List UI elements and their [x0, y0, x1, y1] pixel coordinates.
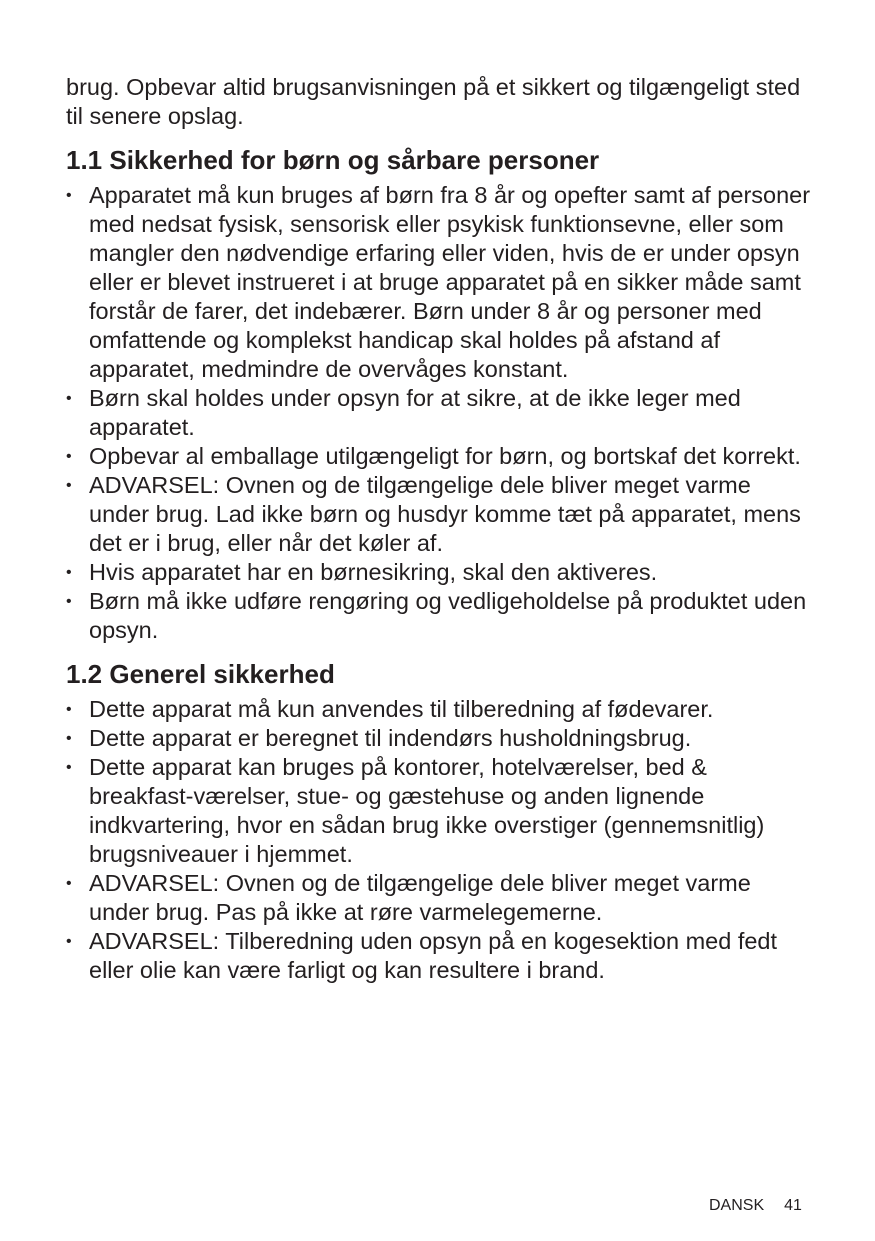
- general-safety-list: [66, 695, 814, 985]
- bullet-icon: •: [66, 448, 72, 465]
- list-item-text: ADVARSEL: Ovnen og de tilgængelige dele bliver meget varme under brug. Lad ikke børn og husdyr komme tæt på apparatet, mens det er i brug, eller når det køler af.: [89, 472, 801, 556]
- page-footer: [709, 1196, 802, 1216]
- list-item-text: Dette apparat må kun anvendes til tilberedning af fødevarer.: [89, 696, 714, 722]
- bullet-icon: •: [66, 187, 72, 204]
- list-item-text: Hvis apparatet har en børnesikring, skal den aktiveres.: [89, 559, 658, 585]
- list-item-text: Opbevar al emballage utilgængeligt for børn, og bortskaf det korrekt.: [89, 443, 801, 469]
- bullet-icon: •: [66, 933, 72, 950]
- list-item-text: Dette apparat er beregnet til indendørs husholdningsbrug.: [89, 725, 692, 751]
- footer-language: DANSK: [709, 1197, 765, 1214]
- list-item: [66, 587, 814, 645]
- list-item: [66, 384, 814, 442]
- list-item-text: Apparatet må kun bruges af børn fra 8 år og opefter samt af personer med nedsat fysisk, sensorisk eller psykisk funktionsevne, eller som mangler den nødvendige erfaring eller viden, hvis de er under opsyn eller er blevet instrueret i at bruge apparatet på en sikker måde samt forstår de farer, det indebærer. Børn under 8 år og personer med omfattende og komplekst handicap skal holdes på afstand af apparatet, medmindre de overvåges konstant.: [89, 182, 811, 382]
- list-item: [66, 558, 814, 587]
- bullet-icon: •: [66, 701, 72, 718]
- list-item: [66, 927, 814, 985]
- bullet-icon: •: [66, 477, 72, 494]
- list-item: [66, 442, 814, 471]
- list-item-text: Børn må ikke udføre rengøring og vedligeholdelse på produktet uden opsyn.: [89, 588, 807, 643]
- list-item: [66, 695, 814, 724]
- child-safety-list: [66, 181, 814, 645]
- list-item: [66, 753, 814, 869]
- page-number: 41: [784, 1197, 802, 1214]
- bullet-icon: •: [66, 759, 72, 776]
- manual-page: [66, 73, 814, 985]
- list-item: [66, 869, 814, 927]
- bullet-icon: •: [66, 730, 72, 747]
- list-item-text: ADVARSEL: Ovnen og de tilgængelige dele bliver meget varme under brug. Pas på ikke at røre varmelegemerne.: [89, 870, 751, 925]
- section-heading-general-safety: 1.2 Generel sikkerhed: [66, 659, 335, 689]
- list-item-text: ADVARSEL: Tilberedning uden opsyn på en kogesektion med fedt eller olie kan være farligt og kan resultere i brand.: [89, 928, 778, 983]
- list-item-text: Dette apparat kan bruges på kontorer, hotelværelser, bed & breakfast-værelser, stue- og gæstehuse og anden lignende indkvartering, hvor en sådan brug ikke overstiger (gennemsnitlig) brugsniveauer i hjemmet.: [89, 754, 765, 867]
- list-item-text: Børn skal holdes under opsyn for at sikre, at de ikke leger med apparatet.: [89, 385, 741, 440]
- bullet-icon: •: [66, 390, 72, 407]
- bullet-icon: •: [66, 564, 72, 581]
- list-item: [66, 471, 814, 558]
- bullet-icon: •: [66, 875, 72, 892]
- intro-paragraph: brug. Opbevar altid brugsanvisningen på et sikkert og tilgængeligt sted til senere opslag.: [66, 74, 801, 129]
- list-item: [66, 724, 814, 753]
- list-item: [66, 181, 814, 384]
- section-heading-child-safety: 1.1 Sikkerhed for børn og sårbare personer: [66, 145, 600, 175]
- bullet-icon: •: [66, 593, 72, 610]
